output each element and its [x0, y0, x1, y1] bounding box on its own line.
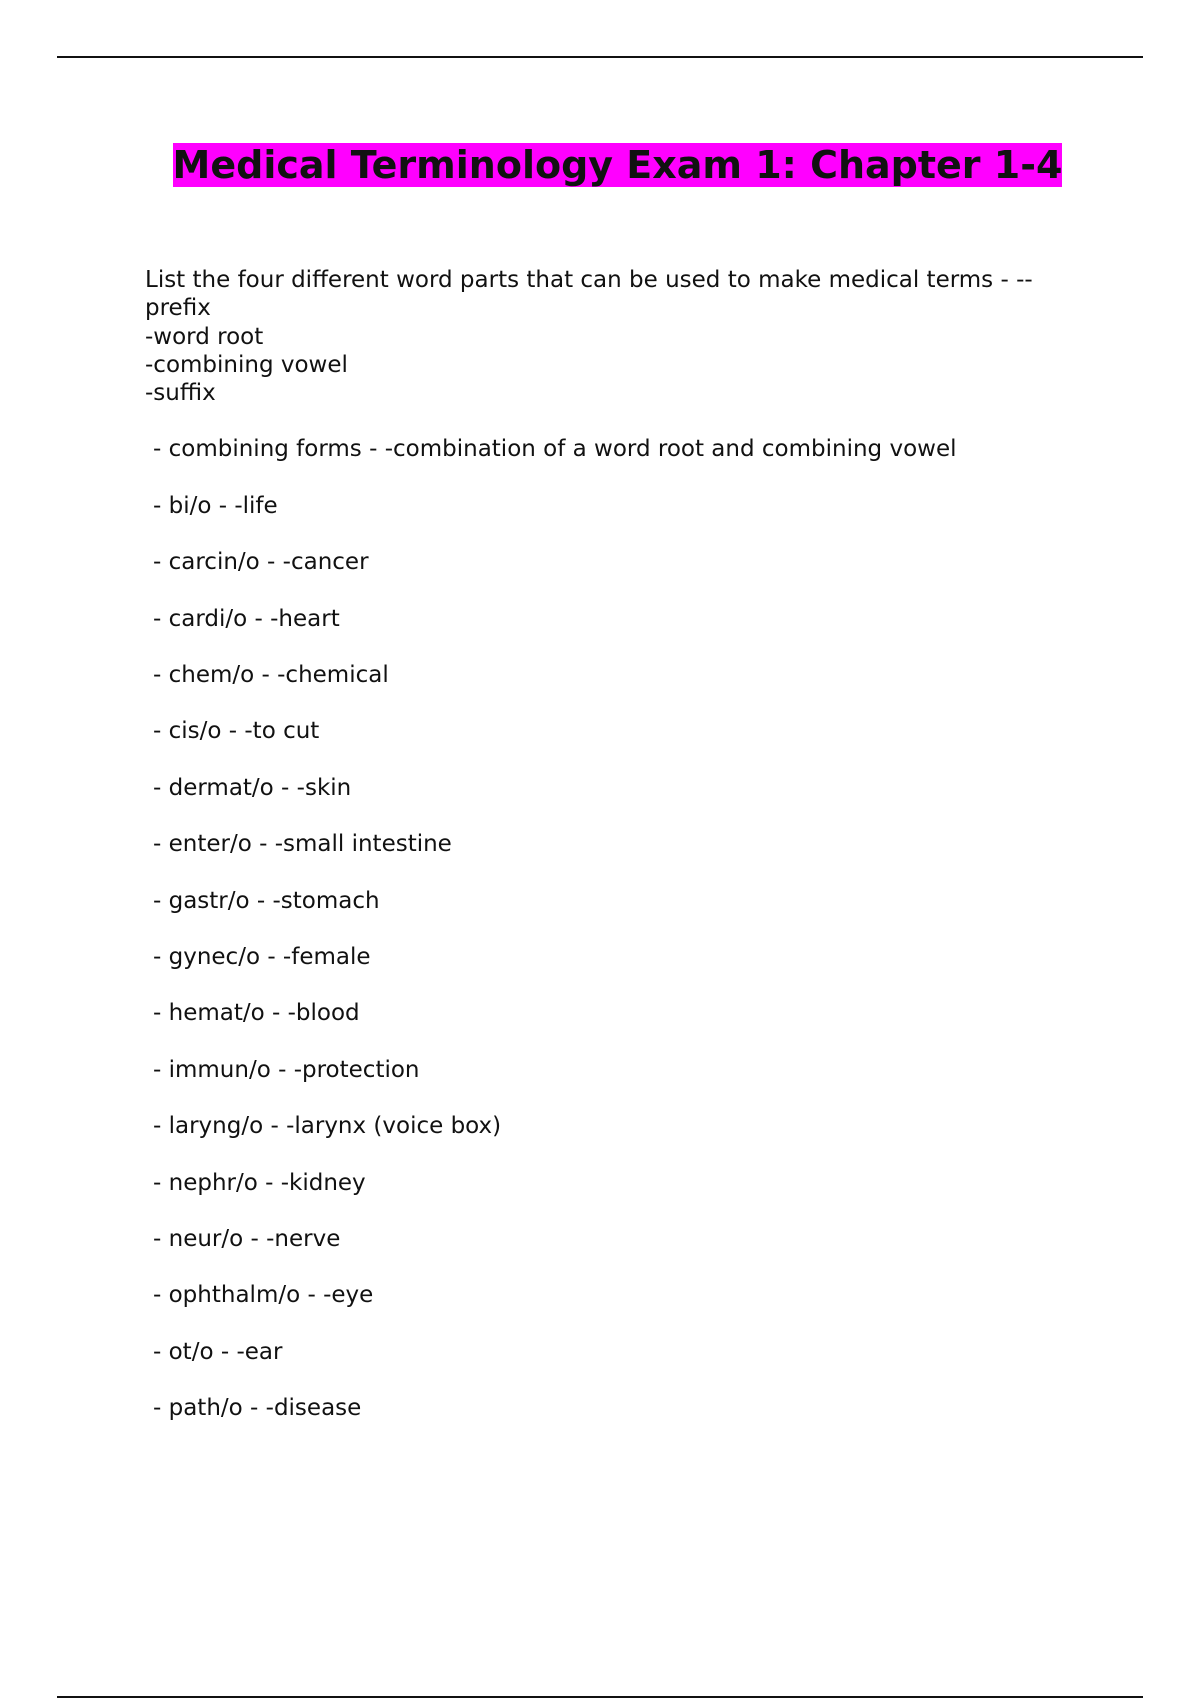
list-item: - laryng/o - -larynx (voice box) — [153, 1113, 502, 1140]
list-item: - immun/o - -protection — [153, 1056, 420, 1083]
list-item: - cardi/o - -heart — [153, 605, 340, 632]
list-item: - gastr/o - -stomach — [153, 887, 380, 914]
list-item: - bi/o - -life — [153, 492, 278, 519]
list-item: - path/o - -disease — [153, 1395, 362, 1422]
list-item: - enter/o - -small intestine — [153, 831, 452, 858]
list-item: - ophthalm/o - -eye — [153, 1282, 374, 1309]
list-item: - chem/o - -chemical — [153, 662, 389, 689]
top-rule — [57, 56, 1143, 58]
intro-question: List the four different word parts that can be used to make medical terms - -- prefix -word root -combining vowel -suffix — [145, 267, 1033, 407]
list-item: - combining forms - -combination of a word root and combining vowel — [153, 436, 957, 463]
list-item: - gynec/o - -female — [153, 944, 371, 970]
list-item: - ot/o - -ear — [153, 1338, 283, 1365]
list-item: - cis/o - -to cut — [153, 718, 320, 745]
list-item: - hemat/o - -blood — [153, 1000, 360, 1027]
document-body — [145, 266, 1105, 1451]
list-item: - dermat/o - -skin — [153, 774, 352, 801]
term-list — [145, 435, 1105, 1422]
document-title — [150, 142, 1085, 189]
list-item: - carcin/o - -cancer — [153, 549, 369, 576]
document-title-text: Medical Terminology Exam 1: Chapter 1-4 — [172, 143, 1063, 187]
list-item: - neur/o - -nerve — [153, 1225, 341, 1252]
bottom-rule — [57, 1696, 1143, 1698]
list-item: - nephr/o - -kidney — [153, 1169, 366, 1196]
